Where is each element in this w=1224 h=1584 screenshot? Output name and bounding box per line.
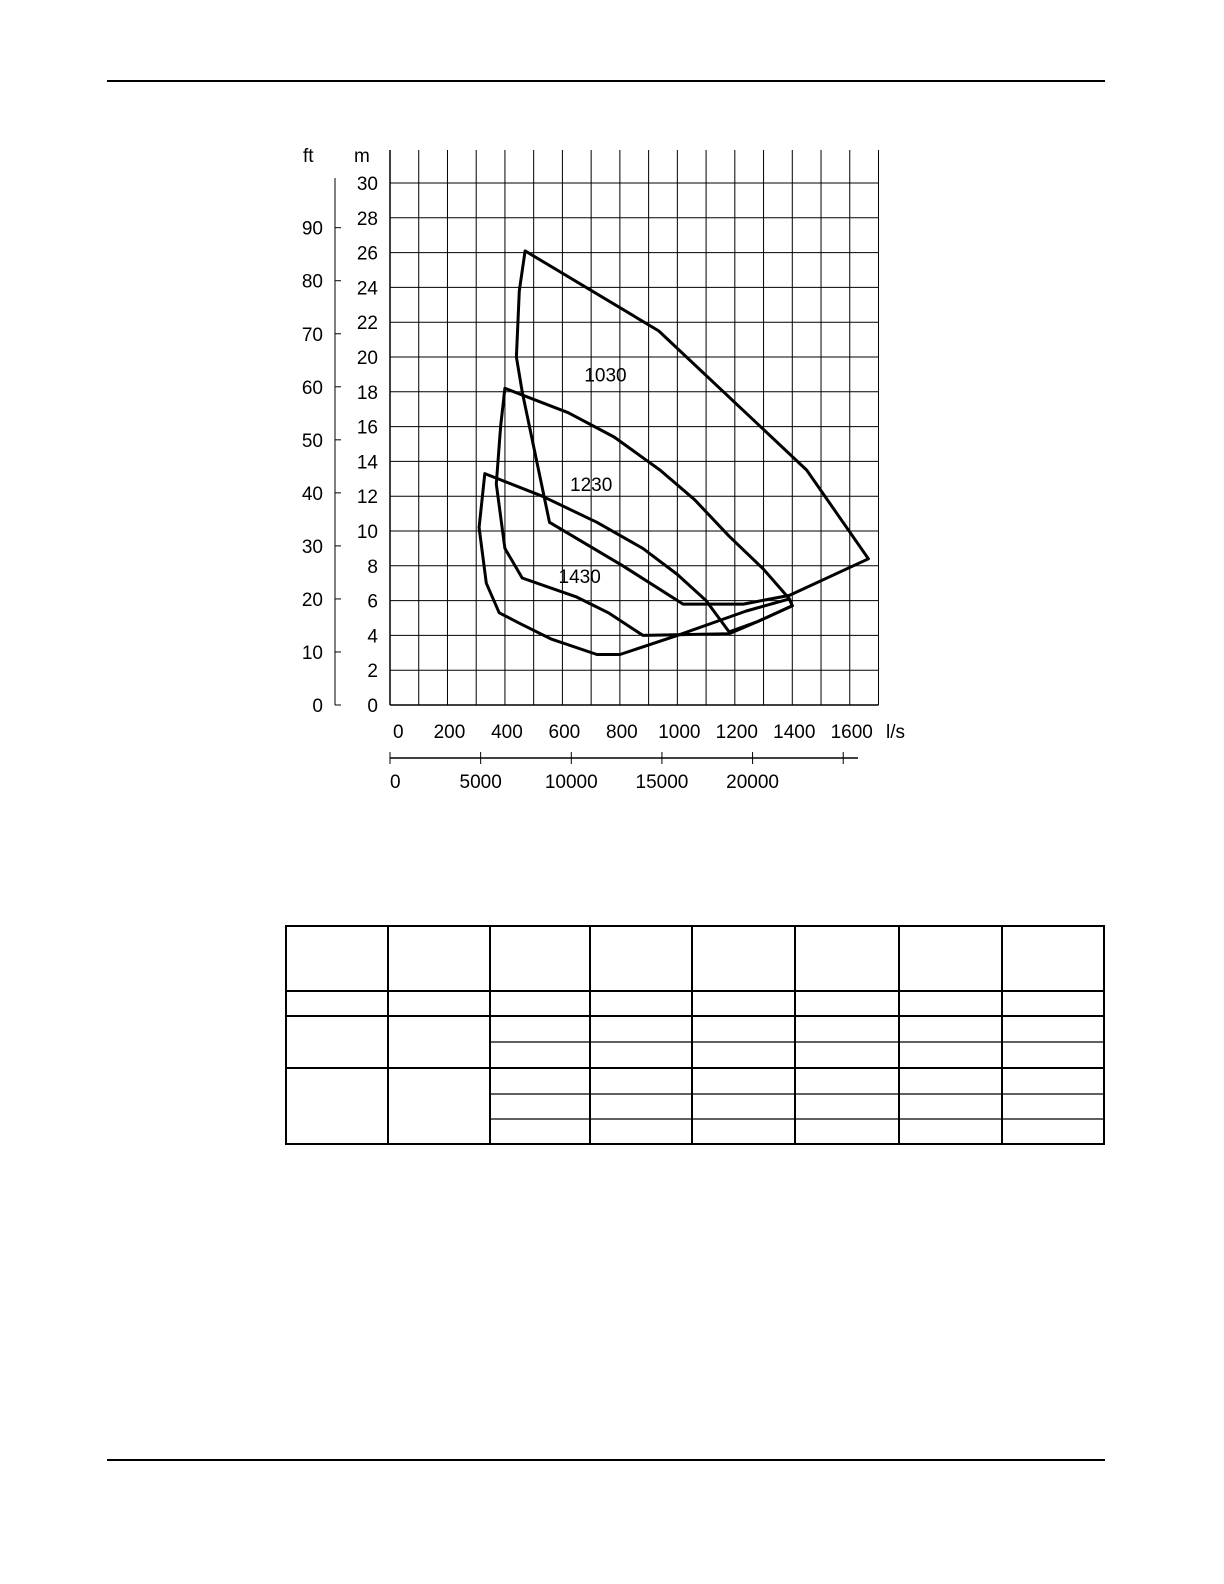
ft-tick-label: 70 (301, 324, 323, 346)
x-tick-label: 600 (548, 722, 581, 743)
x-tick-label: 1000 (658, 722, 701, 743)
x-tick-label: 1200 (715, 722, 758, 743)
m-tick-label: 26 (356, 243, 378, 265)
m-axis-unit: m (354, 146, 370, 167)
ft-tick-label: 0 (312, 696, 323, 717)
m-tick-label: 24 (356, 278, 378, 300)
performance-areas (479, 251, 868, 655)
series-label-1430: 1430 (558, 567, 601, 589)
series-label-1230: 1230 (570, 474, 613, 496)
x-tick-label: 1400 (773, 722, 816, 743)
x-tick-label: 200 (433, 722, 466, 743)
spec-table-grid (285, 925, 1105, 1145)
x-tick-label: 400 (491, 722, 523, 743)
ft-tick-label: 40 (301, 483, 323, 505)
m-tick-label: 2 (367, 661, 378, 683)
m-tick-label: 30 (356, 174, 378, 195)
ft-tick-label: 80 (301, 271, 323, 293)
gpm-tick-label: 20000 (726, 772, 780, 793)
x-tick-label: 1600 (830, 722, 873, 743)
series-label-1030: 1030 (584, 365, 627, 387)
m-tick-label: 28 (356, 208, 378, 230)
ft-tick-label: 50 (301, 430, 323, 452)
shadow-edge-1030 (550, 522, 790, 604)
m-tick-label: 20 (356, 348, 378, 369)
m-tick-label: 4 (367, 626, 378, 648)
spec-table (285, 925, 1105, 1145)
ft-tick-label: 90 (301, 218, 323, 240)
m-tick-label: 18 (356, 382, 378, 404)
m-tick-label: 12 (356, 487, 378, 509)
ft-tick-label: 20 (301, 589, 323, 611)
ft-tick-label: 60 (301, 377, 323, 399)
chart-grid (390, 150, 878, 705)
x-axis-unit: l/s (886, 722, 905, 743)
m-tick-label: 16 (356, 417, 378, 439)
m-tick-label: 22 (356, 313, 378, 335)
ft-tick-label: 10 (301, 642, 323, 664)
area-outline-1230 (496, 388, 792, 635)
area-outline-1430 (479, 474, 792, 655)
gpm-tick-label: 0 (390, 772, 401, 793)
m-tick-label: 0 (367, 696, 378, 717)
ft-tick-label: 30 (301, 536, 323, 558)
m-tick-label: 14 (356, 452, 378, 474)
gpm-tick-label: 5000 (459, 772, 502, 793)
x-tick-label: 800 (606, 722, 638, 743)
ft-axis-unit: ft (303, 146, 314, 167)
gpm-tick-label: 15000 (635, 772, 689, 793)
x-tick-label: 0 (393, 722, 404, 743)
m-tick-label: 6 (367, 591, 378, 613)
m-tick-label: 10 (356, 522, 378, 543)
bottom-rule (107, 1459, 1105, 1461)
area-outline-1030 (516, 251, 868, 604)
gpm-tick-label: 10000 (544, 772, 598, 793)
m-tick-label: 8 (367, 556, 378, 578)
